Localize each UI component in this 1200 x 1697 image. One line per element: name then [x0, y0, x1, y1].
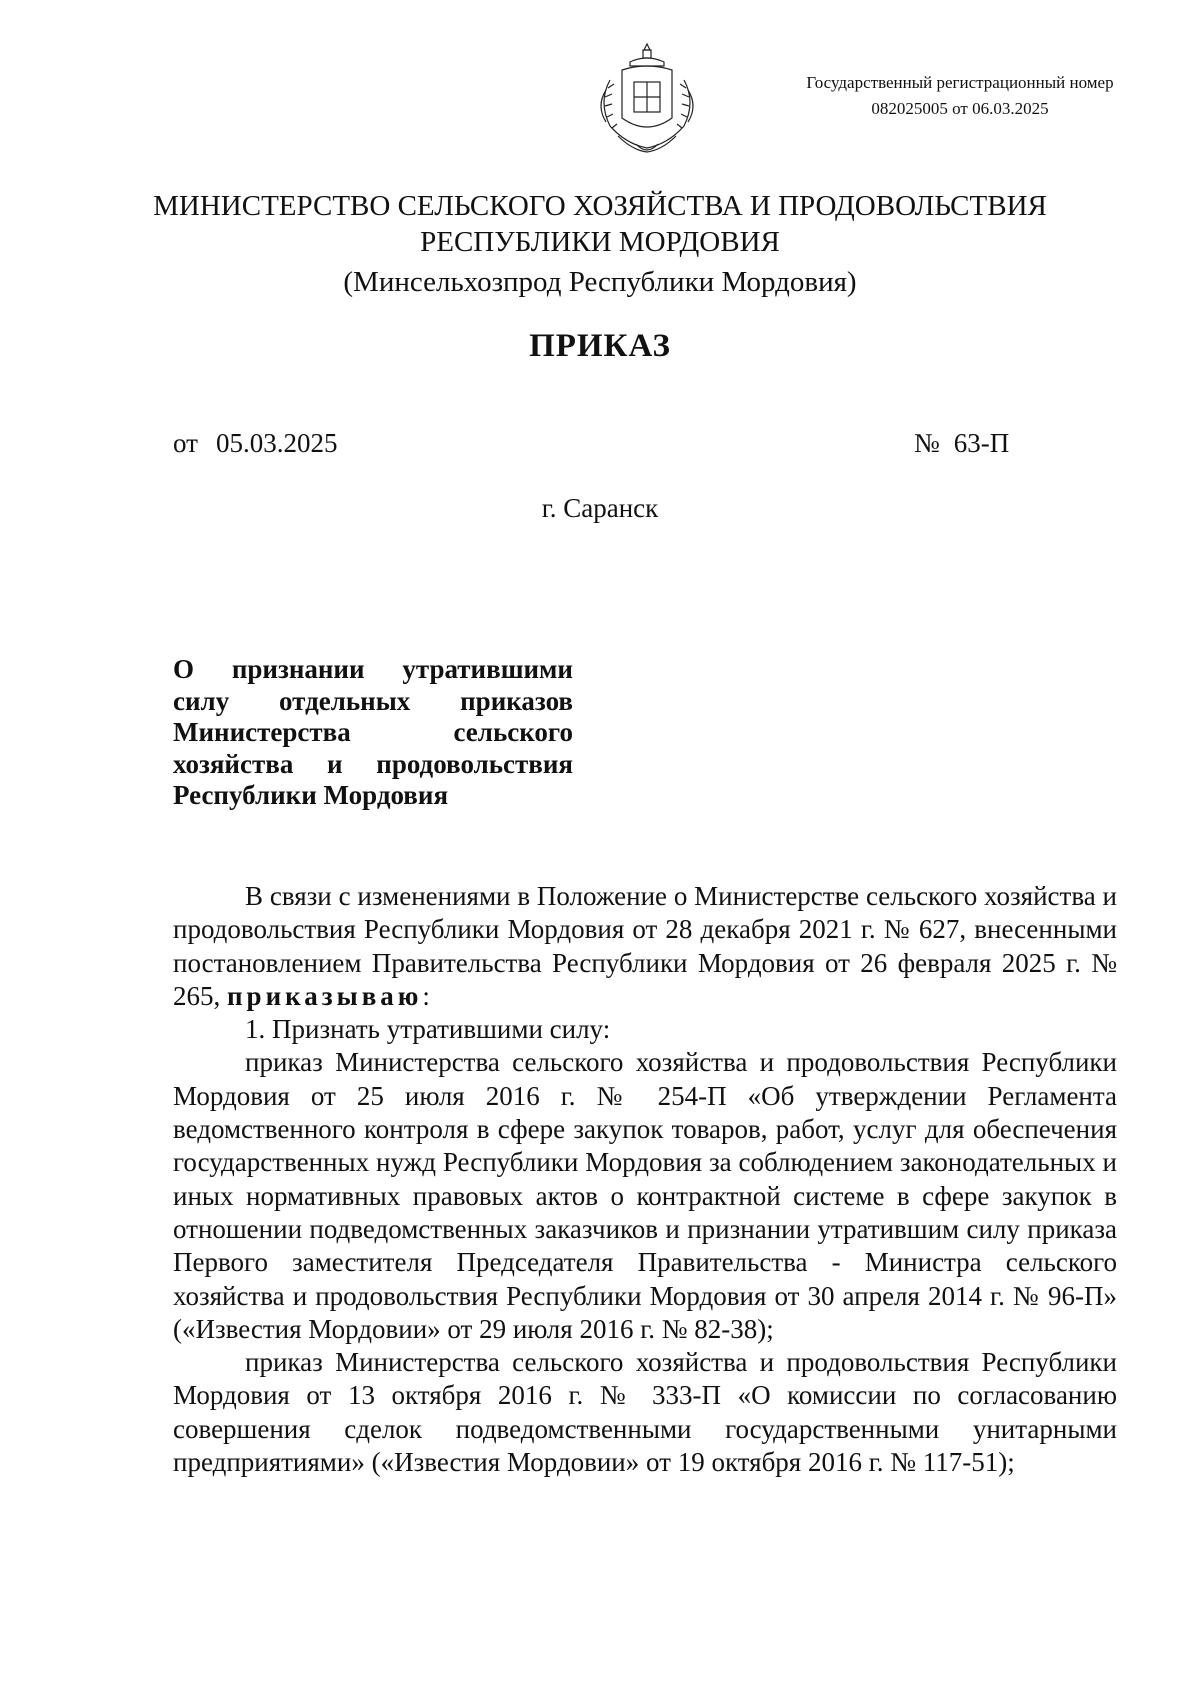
item-1-heading: 1. Признать утратившими силу:	[245, 1014, 611, 1045]
order-body	[173, 880, 1117, 1479]
order-date-label: от	[173, 428, 198, 458]
registration-line-2: 082025005 от 06.03.2025	[871, 99, 1049, 118]
order-number-value: 63-П	[953, 428, 1010, 458]
order-date-value: 05.03.2025	[215, 428, 338, 458]
registration-line-1: Государственный регистрационный номер	[806, 73, 1114, 92]
item-1-paragraph-b: приказ Министерства сельского хозяйства и продовольствия Республики Мордовия от 13 октября 2016 г. № 333-П «О комиссии по согласованию совершения сделок подведомственными государственными унитарными предприятиями» («Известия Мордовии» от 19 октября 2016 г. № 117-51);	[173, 1347, 1117, 1478]
registration-number	[760, 70, 1160, 122]
coat-of-arms-icon	[592, 40, 702, 158]
ministry-name-line-1: МИНИСТЕРСТВО СЕЛЬСКОГО ХОЗЯЙСТВА И ПРОДОВОЛЬСТВИЯ	[153, 190, 1047, 222]
order-number	[914, 428, 1009, 459]
ministry-short-name: (Минсельхозпрод Республики Мордовия)	[343, 266, 857, 298]
order-subject: О признании утратившими силу отдельных приказов Министерства сельского хозяйства и продовольствия Республики Мордовия	[173, 654, 573, 810]
intro-text: В связи с изменениями в Положение о Министерстве сельского хозяйства и продовольствия Республики Мордовия от 28 декабря 2021 г. № 627, внесенными постановлением Правительства Республики Мордовия от 26 февраля 2025 г. № 265,	[173, 881, 1117, 1011]
order-city: г. Саранск	[541, 493, 659, 523]
document-title: ПРИКАЗ	[529, 328, 671, 364]
order-date	[173, 428, 337, 459]
directive-word: приказываю	[227, 980, 423, 1011]
directive-suffix: :	[422, 980, 430, 1011]
intro-paragraph	[173, 880, 1117, 1013]
order-number-label: №	[914, 428, 940, 458]
item-1-paragraph-a: приказ Министерства сельского хозяйства и продовольствия Республики Мордовия от 25 июля 2016 г. № 254-П «Об утверждении Регламента ведомственного контроля в сфере закупок товаров, работ, услуг для обеспечения государственных нужд Республики Мордовия за соблюдением законодательных и иных нормативных правовых актов о контрактной системе в сфере закупок в отношении подведомственных заказчиков и признании утратившим силу приказа Первого заместителя Председателя Правительства - Министра сельского хозяйства и продовольствия Республики Мордовия от 30 апреля 2014 г. № 96-П» («Известия Мордовии» от 29 июля 2016 г. № 82-38);	[173, 1047, 1117, 1344]
ministry-name-line-2: РЕСПУБЛИКИ МОРДОВИЯ	[420, 226, 780, 258]
